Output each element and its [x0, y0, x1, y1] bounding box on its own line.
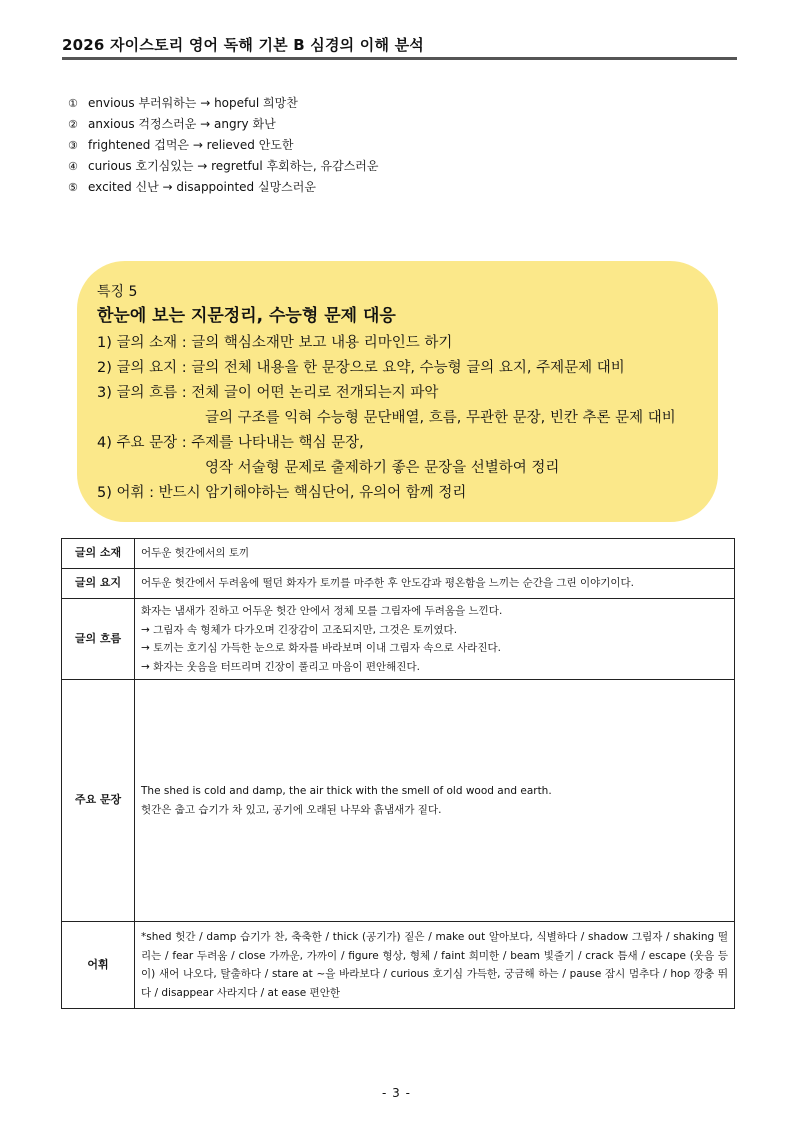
analysis-table — [61, 538, 735, 1009]
feature-line: 3) 글의 흐름 : 전체 글이 어떤 논리로 전개되는지 파악 — [97, 385, 439, 401]
feature-callout — [77, 261, 718, 522]
header-rule — [62, 57, 737, 60]
flow-line: → 토끼는 호기심 가득한 눈으로 화자를 바라보며 이내 그림자 속으로 사라진다. — [141, 642, 501, 654]
table-row-topic — [62, 539, 735, 569]
flow-line: 화자는 냄새가 진하고 어두운 헛간 안에서 정체 모를 그림자에 두려움을 느낀다. — [141, 605, 503, 617]
option-text: frightened 겁먹은 → relieved 안도한 — [88, 138, 294, 152]
option-number: ① — [68, 97, 78, 110]
option-4 — [68, 156, 379, 177]
option-text: anxious 걱정스러운 → angry 화난 — [88, 117, 276, 131]
table-row-key-sentence — [62, 680, 735, 922]
key-sentence-korean: 헛간은 춥고 습기가 차 있고, 공기에 오래된 나무와 흙냄새가 짙다. — [141, 803, 442, 816]
option-number: ⑤ — [68, 181, 78, 194]
option-text: envious 부러워하는 → hopeful 희망찬 — [88, 96, 298, 110]
option-text: excited 신난 → disappointed 실망스러운 — [88, 180, 316, 194]
key-sentence-cell — [135, 680, 735, 922]
option-text: curious 호기심있는 → regretful 후회하는, 유감스러운 — [88, 159, 379, 173]
option-5 — [68, 177, 379, 198]
flow-line: → 그림자 속 형체가 다가오며 긴장감이 고조되지만, 그것은 토끼였다. — [141, 623, 458, 636]
key-sentence-label: 주요 문장 — [62, 680, 135, 922]
feature-line: 글의 구조를 익혀 수능형 문단배열, 흐름, 무관한 문장, 빈칸 추론 문제 대비 — [205, 410, 676, 426]
vocab-text: *shed 헛간 / damp 습기가 찬, 축축한 / thick (공기가) 짙은 / make out 알아보다, 식별하다 / shadow 그림자 / shaking 떨리는 / fear 두려움 / close 가까운, 가까이 / figure 형상, 형체 / faint 희미한 / beam 빛줄기 / crack 틈새 / escape (웃음 등이) 새어 나오다, 탈출하다 / stare at ~을 바라보다 / curious 호기심 가득한, 궁금해 하는 / pause 잠시 멈추다 / hop 깡충 뛰다 / disappear 사라지다 / at ease 편안한 — [135, 922, 735, 1009]
table-row-main-idea — [62, 569, 735, 599]
vocab-label: 어휘 — [62, 922, 135, 1009]
feature-label: 특징 5 — [97, 284, 138, 300]
option-1 — [68, 93, 379, 114]
main-idea-label: 글의 요지 — [62, 569, 135, 599]
page-number: - 3 - — [382, 1086, 411, 1100]
flow-line: → 화자는 웃음을 터뜨리며 긴장이 풀리고 마음이 편안해진다. — [141, 660, 420, 673]
feature-title: 한눈에 보는 지문정리, 수능형 문제 대응 — [97, 306, 396, 326]
topic-text: 어두운 헛간에서의 토끼 — [135, 539, 735, 569]
feature-line: 2) 글의 요지 : 글의 전체 내용을 한 문장으로 요약, 수능형 글의 요지, 주제문제 대비 — [97, 360, 625, 376]
option-3 — [68, 135, 379, 156]
feature-line: 4) 주요 문장 : 주제를 나타내는 핵심 문장, — [97, 435, 364, 451]
flow-label: 글의 흐름 — [62, 599, 135, 680]
option-number: ③ — [68, 139, 78, 152]
topic-label: 글의 소재 — [62, 539, 135, 569]
option-2 — [68, 114, 379, 135]
key-sentence-english: The shed is cold and damp, the air thick with the smell of old wood and earth. — [141, 785, 552, 797]
feature-line: 영작 서술형 문제로 출제하기 좋은 문장을 선별하여 정리 — [205, 460, 560, 476]
option-number: ② — [68, 118, 78, 131]
answer-options — [68, 93, 379, 198]
option-number: ④ — [68, 160, 78, 173]
page-title: 2026 자이스토리 영어 독해 기본 B 심경의 이해 분석 — [62, 36, 424, 54]
table-row-vocab — [62, 922, 735, 1009]
page-header — [62, 32, 737, 58]
feature-line: 5) 어휘 : 반드시 암기해야하는 핵심단어, 유의어 함께 정리 — [97, 485, 467, 501]
feature-line: 1) 글의 소재 : 글의 핵심소재만 보고 내용 리마인드 하기 — [97, 335, 453, 351]
flow-cell — [135, 599, 735, 680]
table-row-flow — [62, 599, 735, 680]
main-idea-text: 어두운 헛간에서 두려움에 떨던 화자가 토끼를 마주한 후 안도감과 평온함을 느끼는 순간을 그린 이야기이다. — [135, 569, 735, 599]
feature-items — [97, 331, 676, 506]
